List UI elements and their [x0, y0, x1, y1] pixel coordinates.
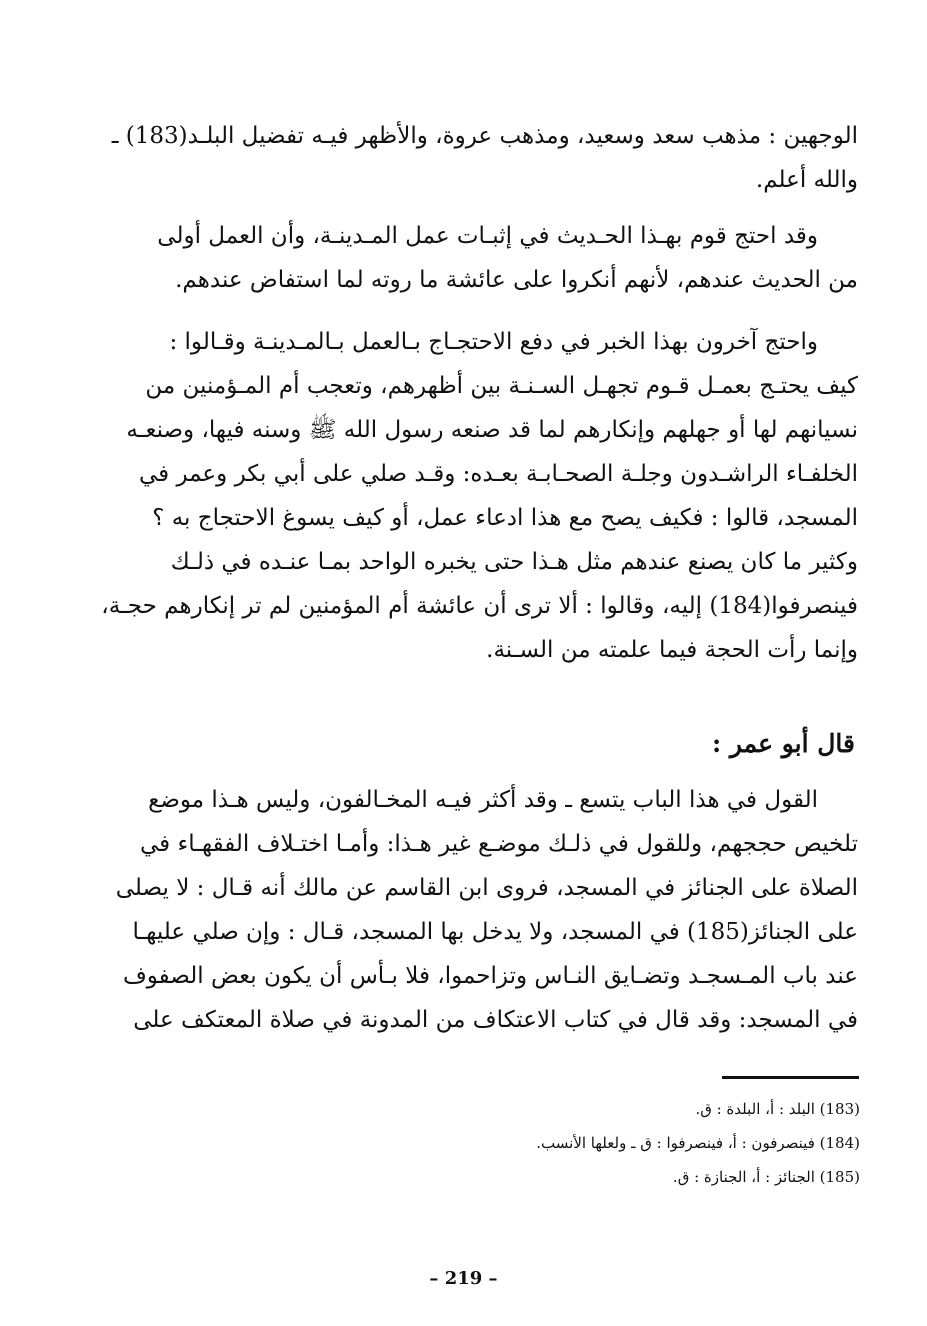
text-line: نسيانهم لها أو جهلهم وإنكارهم لما قد صنعه رسول الله ﷺ وسنه فيها، وصنعـه — [126, 417, 858, 443]
footnotes — [300, 1092, 860, 1194]
footnote-divider — [722, 1076, 859, 1079]
text-line: فينصرفوا(184) إليه، وقالوا : ألا ترى أن عائشة أم المؤمنين لم تر إنكارهم حجـة، — [101, 593, 858, 619]
text-line: على الجنائز(185) في المسجد، ولا يدخل بها المسجد، قـال : وإن صلي عليهـا — [132, 919, 858, 945]
text-line: الصلاة على الجنائز في المسجد، فروى ابن القاسم عن مالك أنه قـال : لا يصلى — [115, 875, 858, 901]
text-line: والله أعلم. — [755, 167, 858, 193]
paragraph-3 — [101, 320, 858, 672]
footnote: (184) فينصرفون : أ، فينصرفوا : ق ـ ولعلها الأنسب. — [536, 1134, 860, 1152]
page-number: – 219 – — [429, 1268, 498, 1289]
text-line: الوجهين : مذهب سعد وسعيد، ومذهب عروة، والأظهر فيـه تفضيل البلـد(183) ـ — [111, 123, 858, 149]
footnote: (185) الجنائز : أ، الجنازة : ق. — [672, 1168, 860, 1186]
text-line: تلخيص حججهم، وللقول في ذلـك موضـع غير هـذا: وأمـا اختـلاف الفقهـاء في — [140, 831, 858, 857]
text-line: القول في هذا الباب يتسع ـ وقد أكثر فيـه المخـالفون، وليس هـذا موضع — [148, 787, 818, 813]
footnote: (183) البلد : أ، البلدة : ق. — [695, 1100, 860, 1118]
text-line: واحتج آخرون بهذا الخبر في دفع الاحتجـاج بـالعمل بـالمـدينـة وقـالوا : — [169, 329, 818, 355]
text-line: وقد احتج قوم بهـذا الحـديث في إثبـات عمل المـدينـة، وأن العمل أولى — [157, 223, 818, 249]
section-heading: قال أبو عمر : — [711, 729, 855, 758]
text-line: وكثير ما كان يصنع عندهم مثل هـذا حتى يخبره الواحد بمـا عنـده في ذلـك — [170, 549, 858, 575]
paragraph-2 — [128, 214, 858, 302]
text-line: عند باب المـسجـد وتضـايق النـاس وتزاحموا، فلا بـأس أن يكون بعض الصفوف — [122, 963, 858, 989]
paragraph-4 — [115, 778, 858, 1042]
text-line: كيف يحتـج بعمـل قـوم تجهـل السـنـة بين أظهرهم، وتعجب أم المـؤمنين من — [145, 373, 858, 399]
text-line: من الحديث عندهم، لأنهم أنكروا على عائشة ما روته لما استفاض عندهم. — [175, 267, 858, 293]
text-line: في المسجد: وقد قال في كتاب الاعتكاف من المدونة في صلاة المعتكف على — [133, 1007, 858, 1033]
paragraph-1 — [111, 114, 858, 202]
text-line: المسجد، قالوا : فكيف يصح مع هذا ادعاء عمل، أو كيف يسوغ الاحتجاج به ؟ — [152, 505, 858, 531]
text-line: وإنما رأت الحجة فيما علمته من السـنة. — [486, 637, 858, 663]
text-line: الخلفـاء الراشـدون وجلـة الصحـابـة بعـده: وقـد صلي على أبي بكر وعمر في — [138, 461, 858, 487]
